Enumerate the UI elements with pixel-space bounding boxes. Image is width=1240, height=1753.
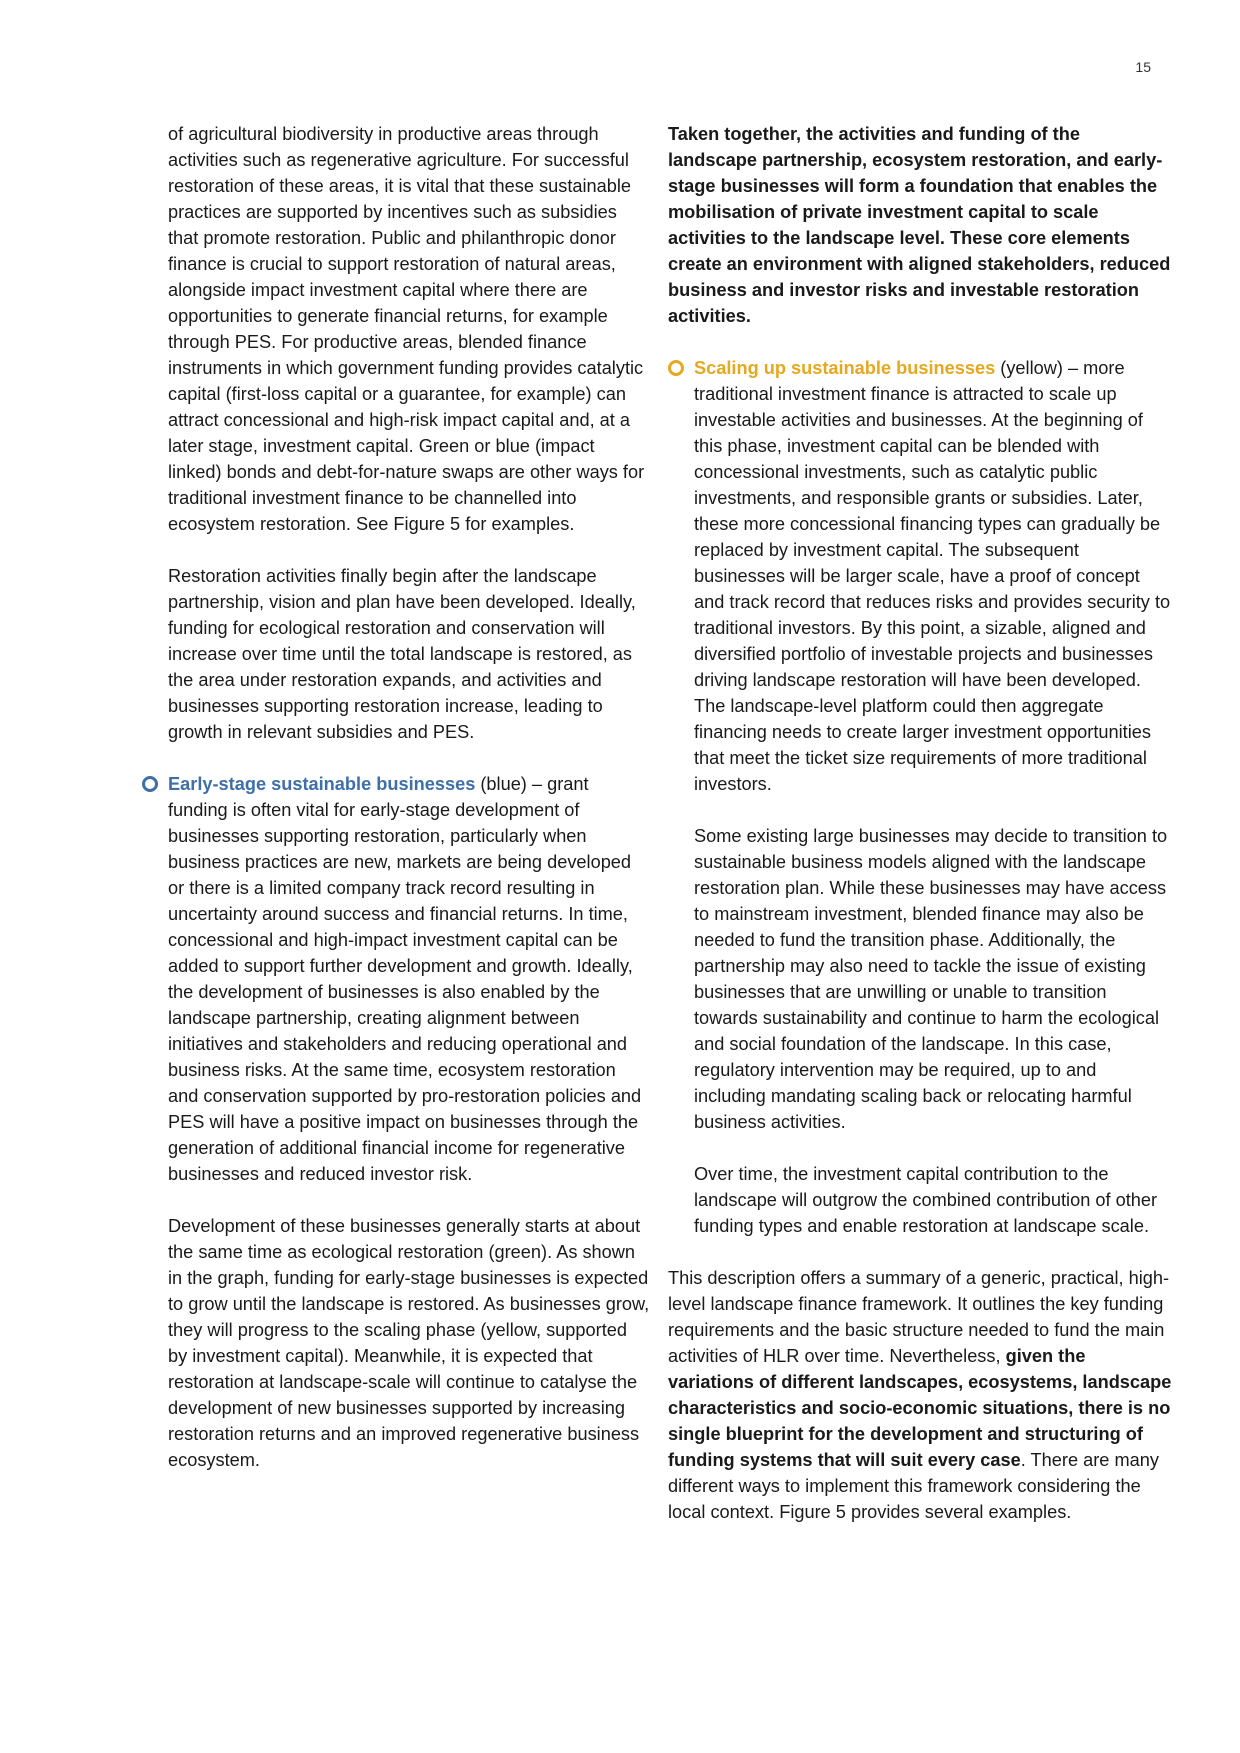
circle-bullet-icon [142, 776, 158, 792]
scaling-up-text: (yellow) – more traditional investment finance is attracted to scale up investable activities and businesses. At the beginning of this phase, investment capital can be blended with concessional investments, such as catalytic public investments, and responsible grants or subsidies. Later, these more concessional financing types can gradually be replaced by investment capital. The subsequent businesses will be larger scale, have a proof of concept and track record that reduces risks and provides security to traditional investors. By this point, a sizable, aligned and diversified portfolio of investable projects and businesses driving landscape restoration will have been developed. The landscape-level platform could then aggregate financing needs to create larger investment opportunities that meet the ticket size requirements of more traditional investors. [694, 358, 1171, 794]
paragraph-over-time: Over time, the investment capital contribution to the landscape will outgrow the combined contribution of other funding types and enable restoration at landscape scale. [694, 1164, 1158, 1236]
circle-bullet-icon [668, 360, 684, 376]
summary-text-part2: . There are many different ways to implement this framework considering the local context. Figure 5 provides several examples. [668, 1450, 1159, 1522]
paragraph-large-businesses: Some existing large businesses may decide to transition to sustainable business models aligned with the landscape restoration plan. While these businesses may have access to mainstream investment, blended finance may also be needed to fund the transition phase. Additionally, the partnership may also need to tackle the issue of existing businesses that are unwilling or unable to transition towards sustainability and continue to harm the ecological and social foundation of the landscape. In this case, regulatory intervention may be required, up to and including mandating scaling back or relocating harmful business activities. [694, 826, 1168, 1132]
page-number: 15 [1135, 59, 1151, 75]
right-column [668, 121, 1172, 1551]
early-stage-term: Early-stage sustainable businesses [168, 774, 476, 794]
paragraph-framework-summary [668, 1265, 1172, 1525]
bullet-early-stage [168, 771, 650, 1187]
early-stage-text: (blue) – grant funding is often vital for early-stage development of businesses supporting restoration, particularly when business practices are new, markets are being developed or there is a limited company track record resulting in uncertainty around success and financial returns. In time, concessional and high-impact investment capital can be added to support further development and growth. Ideally, the development of businesses is also enabled by the landscape partnership, creating alignment between initiatives and stakeholders and reducing operational and business risks. At the same time, ecosystem restoration and conservation supported by pro-restoration policies and PES will have a positive impact on businesses through the generation of additional financial income for regenerative businesses and reduced investor risk. [168, 774, 642, 1184]
scaling-up-term: Scaling up sustainable businesses [694, 358, 996, 378]
paragraph-productive-areas: of agricultural biodiversity in productive areas through activities such as regenerative agriculture. For successful restoration of these areas, it is vital that these sustainable practices are supported by incentives such as subsidies that promote restoration. Public and philanthropic donor finance is crucial to support restoration of natural areas, alongside impact investment capital where there are opportunities to generate financial returns, for example through PES. For productive areas, blended finance instruments in which government funding provides catalytic capital (first-loss capital or a guarantee, for example) can attract concessional and high-risk impact capital and, at a later stage, investment capital. Green or blue (impact linked) bonds and debt-for-nature swaps are other ways for traditional investment finance to be channelled into ecosystem restoration. See Figure 5 for examples. [168, 124, 645, 534]
summary-bold-text: given the variations of different landscapes, ecosystems, landscape characteristics and socio-economic situations, there is no single blueprint for the development and structuring of funding systems that will suit every case [668, 1346, 1172, 1470]
paragraph-business-development: Development of these businesses generally starts at about the same time as ecological restoration (green). As shown in the graph, funding for early-stage businesses is expected to grow until the landscape is restored. As businesses grow, they will progress to the scaling phase (yellow, supported by investment capital). Meanwhile, it is expected that restoration at landscape-scale will continue to catalyse the development of new businesses supported by increasing restoration returns and an improved regenerative business ecosystem. [168, 1216, 650, 1470]
summary-text-part1: This description offers a summary of a generic, practical, high-level landscape finance framework. It outlines the key funding requirements and the basic structure needed to fund the main activities of HLR over time. Nevertheless, [668, 1268, 1170, 1366]
paragraph-restoration-activities: Restoration activities finally begin after the landscape partnership, vision and plan have been developed. Ideally, funding for ecological restoration and conservation will increase over time until the total landscape is restored, as the area under restoration expands, and activities and businesses supporting restoration increase, leading to growth in relevant subsidies and PES. [168, 566, 636, 742]
bold-summary-paragraph: Taken together, the activities and funding of the landscape partnership, ecosystem restoration, and early-stage businesses will form a foundation that enables the mobilisation of private investment capital to scale activities to the landscape level. These core elements create an environment with aligned stakeholders, reduced business and investor risks and investable restoration activities. [668, 124, 1171, 326]
left-column [168, 121, 650, 1499]
bullet-scaling-up [668, 355, 1172, 797]
